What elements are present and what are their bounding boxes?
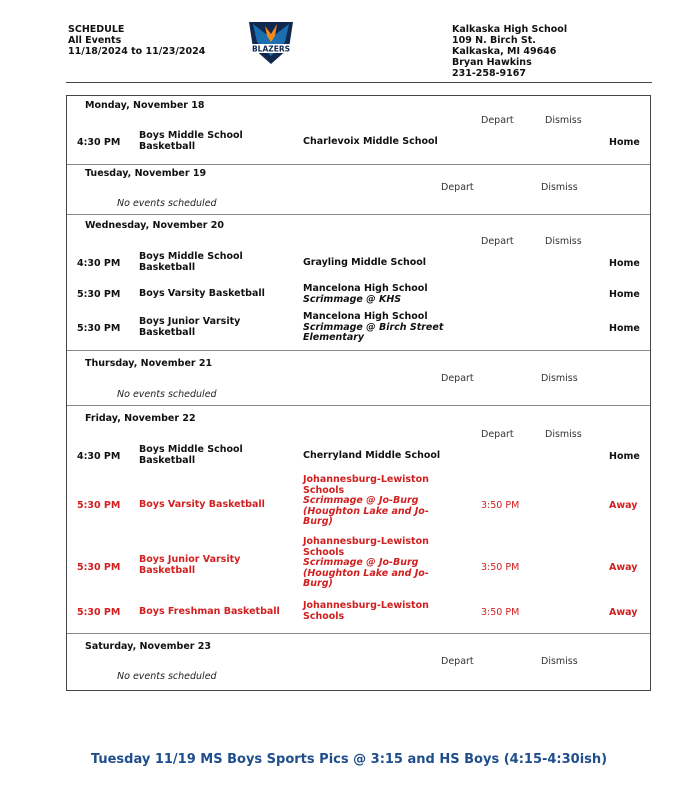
event-activity: Boys Middle School Basketball <box>139 444 243 466</box>
school-info <box>452 24 567 79</box>
footer-note: Tuesday 11/19 MS Boys Sports Pics @ 3:15 and HS Boys (4:15-4:30ish) <box>90 752 608 767</box>
event-opponent-block <box>303 537 453 590</box>
header-divider <box>66 82 652 83</box>
event-scrimmage-note: Scrimmage @ KHS <box>303 293 402 305</box>
day-title: Thursday, November 21 <box>85 358 213 369</box>
no-events-text: No events scheduled <box>117 389 217 400</box>
day-title: Wednesday, November 20 <box>85 220 225 231</box>
event-activity: Boys Middle School Basketball <box>139 130 243 152</box>
event-depart-time: 3:50 PM <box>481 500 520 511</box>
event-location: Home <box>609 289 640 300</box>
day-title: Tuesday, November 19 <box>85 168 207 179</box>
logo-wordmark: BLAZERS <box>251 44 291 54</box>
event-location: Away <box>609 562 638 573</box>
blazers-logo <box>245 18 297 66</box>
event-scrimmage-note: Scrimmage @ Birch Street Elementary <box>303 321 444 343</box>
event-activity: Boys Varsity Basketball <box>139 499 265 510</box>
event-time: 5:30 PM <box>77 323 121 334</box>
event-location: Home <box>609 451 640 462</box>
dismiss-header: Dismiss <box>545 429 582 440</box>
event-location: Home <box>609 137 640 148</box>
dismiss-header: Dismiss <box>541 182 578 193</box>
dismiss-header: Dismiss <box>541 373 578 384</box>
schedule-table <box>66 95 651 691</box>
event-opponent: Mancelona High School <box>303 311 428 322</box>
event-activity: Boys Junior Varsity Basketball <box>139 316 241 338</box>
event-opponent: Charlevoix Middle School <box>303 136 438 147</box>
event-opponent-block <box>303 312 463 344</box>
no-events-text: No events scheduled <box>117 198 217 209</box>
schedule-label: SCHEDULE <box>68 24 125 35</box>
day-title: Monday, November 18 <box>85 100 205 111</box>
event-opponent: Johannesburg-Lewiston Schools <box>303 536 429 558</box>
depart-header: Depart <box>481 115 514 126</box>
event-activity: Boys Varsity Basketball <box>139 288 265 299</box>
school-street: 109 N. Birch St. <box>452 35 536 46</box>
dismiss-header: Dismiss <box>545 236 582 247</box>
event-location: Away <box>609 607 638 618</box>
depart-header: Depart <box>441 656 474 667</box>
day-title: Saturday, November 23 <box>85 641 212 652</box>
date-range: 11/18/2024 to 11/23/2024 <box>68 46 206 57</box>
event-opponent: Johannesburg-Lewiston Schools <box>303 600 429 622</box>
event-activity: Boys Middle School Basketball <box>139 251 243 273</box>
event-opponent-block <box>303 284 463 305</box>
day-title: Friday, November 22 <box>85 413 196 424</box>
contact-phone: 231-258-9167 <box>452 68 526 79</box>
dismiss-header: Dismiss <box>545 115 582 126</box>
event-scrimmage-note: Scrimmage @ Jo-Burg (Houghton Lake and Jo-Burg) <box>303 557 429 589</box>
day-section <box>67 405 650 634</box>
event-time: 4:30 PM <box>77 451 121 462</box>
event-time: 5:30 PM <box>77 289 121 300</box>
school-name: Kalkaska High School <box>452 24 568 35</box>
contact-name: Bryan Hawkins <box>452 57 532 68</box>
event-activity: Boys Junior Varsity Basketball <box>139 554 241 576</box>
event-scrimmage-note: Scrimmage @ Jo-Burg (Houghton Lake and Jo-Burg) <box>303 495 429 527</box>
event-opponent: Mancelona High School <box>303 283 428 294</box>
event-time: 4:30 PM <box>77 137 121 148</box>
depart-header: Depart <box>441 182 474 193</box>
event-location: Home <box>609 323 640 334</box>
event-location: Away <box>609 500 638 511</box>
day-section <box>67 214 650 351</box>
dismiss-header: Dismiss <box>541 656 578 667</box>
day-section <box>67 96 650 165</box>
event-depart-time: 3:50 PM <box>481 607 520 618</box>
depart-header: Depart <box>481 236 514 247</box>
day-section <box>67 164 650 215</box>
event-time: 4:30 PM <box>77 258 121 269</box>
event-time: 5:30 PM <box>77 607 121 618</box>
event-location: Home <box>609 258 640 269</box>
event-time: 5:30 PM <box>77 500 121 511</box>
event-activity: Boys Freshman Basketball <box>139 606 280 617</box>
depart-header: Depart <box>481 429 514 440</box>
no-events-text: No events scheduled <box>117 671 217 682</box>
event-opponent: Johannesburg-Lewiston Schools <box>303 474 429 496</box>
event-opponent: Cherryland Middle School <box>303 450 441 461</box>
school-city: Kalkaska, MI 49646 <box>452 46 557 57</box>
event-opponent-block <box>303 475 453 528</box>
day-section <box>67 633 650 690</box>
day-section <box>67 350 650 406</box>
event-opponent: Grayling Middle School <box>303 257 427 268</box>
event-time: 5:30 PM <box>77 562 121 573</box>
depart-header: Depart <box>441 373 474 384</box>
event-depart-time: 3:50 PM <box>481 562 520 573</box>
events-filter-label: All Events <box>68 35 122 46</box>
schedule-header-left <box>68 24 205 57</box>
